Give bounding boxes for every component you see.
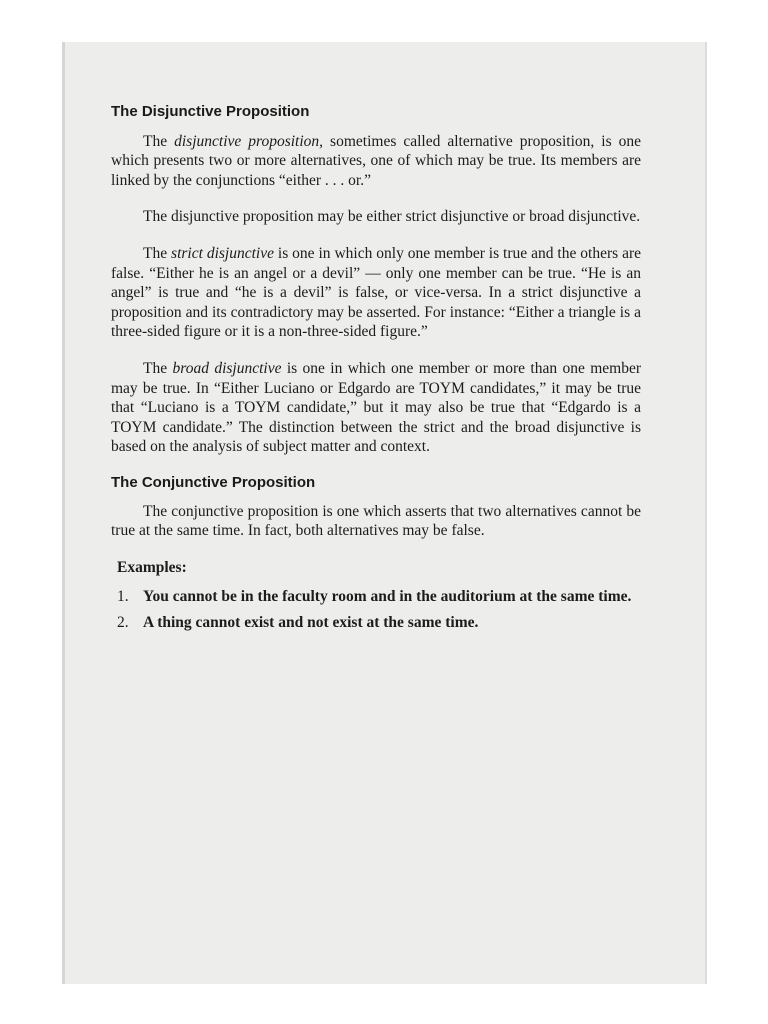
paragraph-conjunctive-definition: The conjunctive proposition is one which asserts that two alternatives cannot be true at the same time. In fact, both alternatives may be false. (111, 502, 641, 540)
text-prefix: The (143, 359, 173, 377)
list-item-text: You cannot be in the faculty room and in the auditorium at the same time. (143, 588, 632, 606)
examples-label: Examples: (117, 558, 187, 576)
italic-term: strict disjunctive (171, 244, 274, 262)
list-item (117, 613, 641, 633)
list-item-number: 1. (117, 588, 129, 606)
text-prefix: The (143, 132, 175, 150)
text-body: is one in which only one member is true and the others are false. “Either he is an angel or a devil” — only one member can be true. “He is an angel” is true and “he is a devil” is false, or vice-versa. In a strict disjunctive a proposition and its contradictory may be asserted. For instance: “Either a triangle is a three-sided figure or it is a non-three-sided figure.” (111, 244, 641, 341)
italic-term: broad disjunctive (172, 359, 282, 377)
list-item (117, 587, 641, 607)
examples-list (111, 587, 641, 632)
section-heading-conjunctive: The Conjunctive Proposition (111, 473, 316, 491)
text-body: sometimes called alternative proposition, is one which presents two or more alternatives, one of which may be true. Its members are linked by the conjunctions “either . . . or.” (111, 132, 641, 189)
text-prefix: The (143, 244, 172, 262)
list-item-number: 2. (117, 613, 129, 631)
paragraph-disjunctive-types: The disjunctive proposition may be either strict disjunctive or broad disjunctive. (143, 208, 641, 226)
list-item-text: A thing cannot exist and not exist at the same time. (143, 613, 479, 631)
paragraph-broad-disjunctive (111, 359, 641, 457)
italic-term: disjunctive proposition, (174, 132, 324, 150)
book-page (62, 42, 707, 984)
paragraph-disjunctive-definition (111, 132, 641, 191)
paragraph-strict-disjunctive (111, 244, 641, 342)
page-content (111, 102, 641, 638)
text-body: is one in which one member or more than one member may be true. In “Either Luciano or Edgardo are TOYM candidates,” it may be true that “Luciano is a TOYM candidate,” but it may also be true that “Edgardo is a TOYM candidate.” The distinction between the strict and the broad disjunctive is based on the analysis of subject matter and context. (111, 359, 641, 456)
section-heading-disjunctive: The Disjunctive Proposition (111, 103, 310, 120)
